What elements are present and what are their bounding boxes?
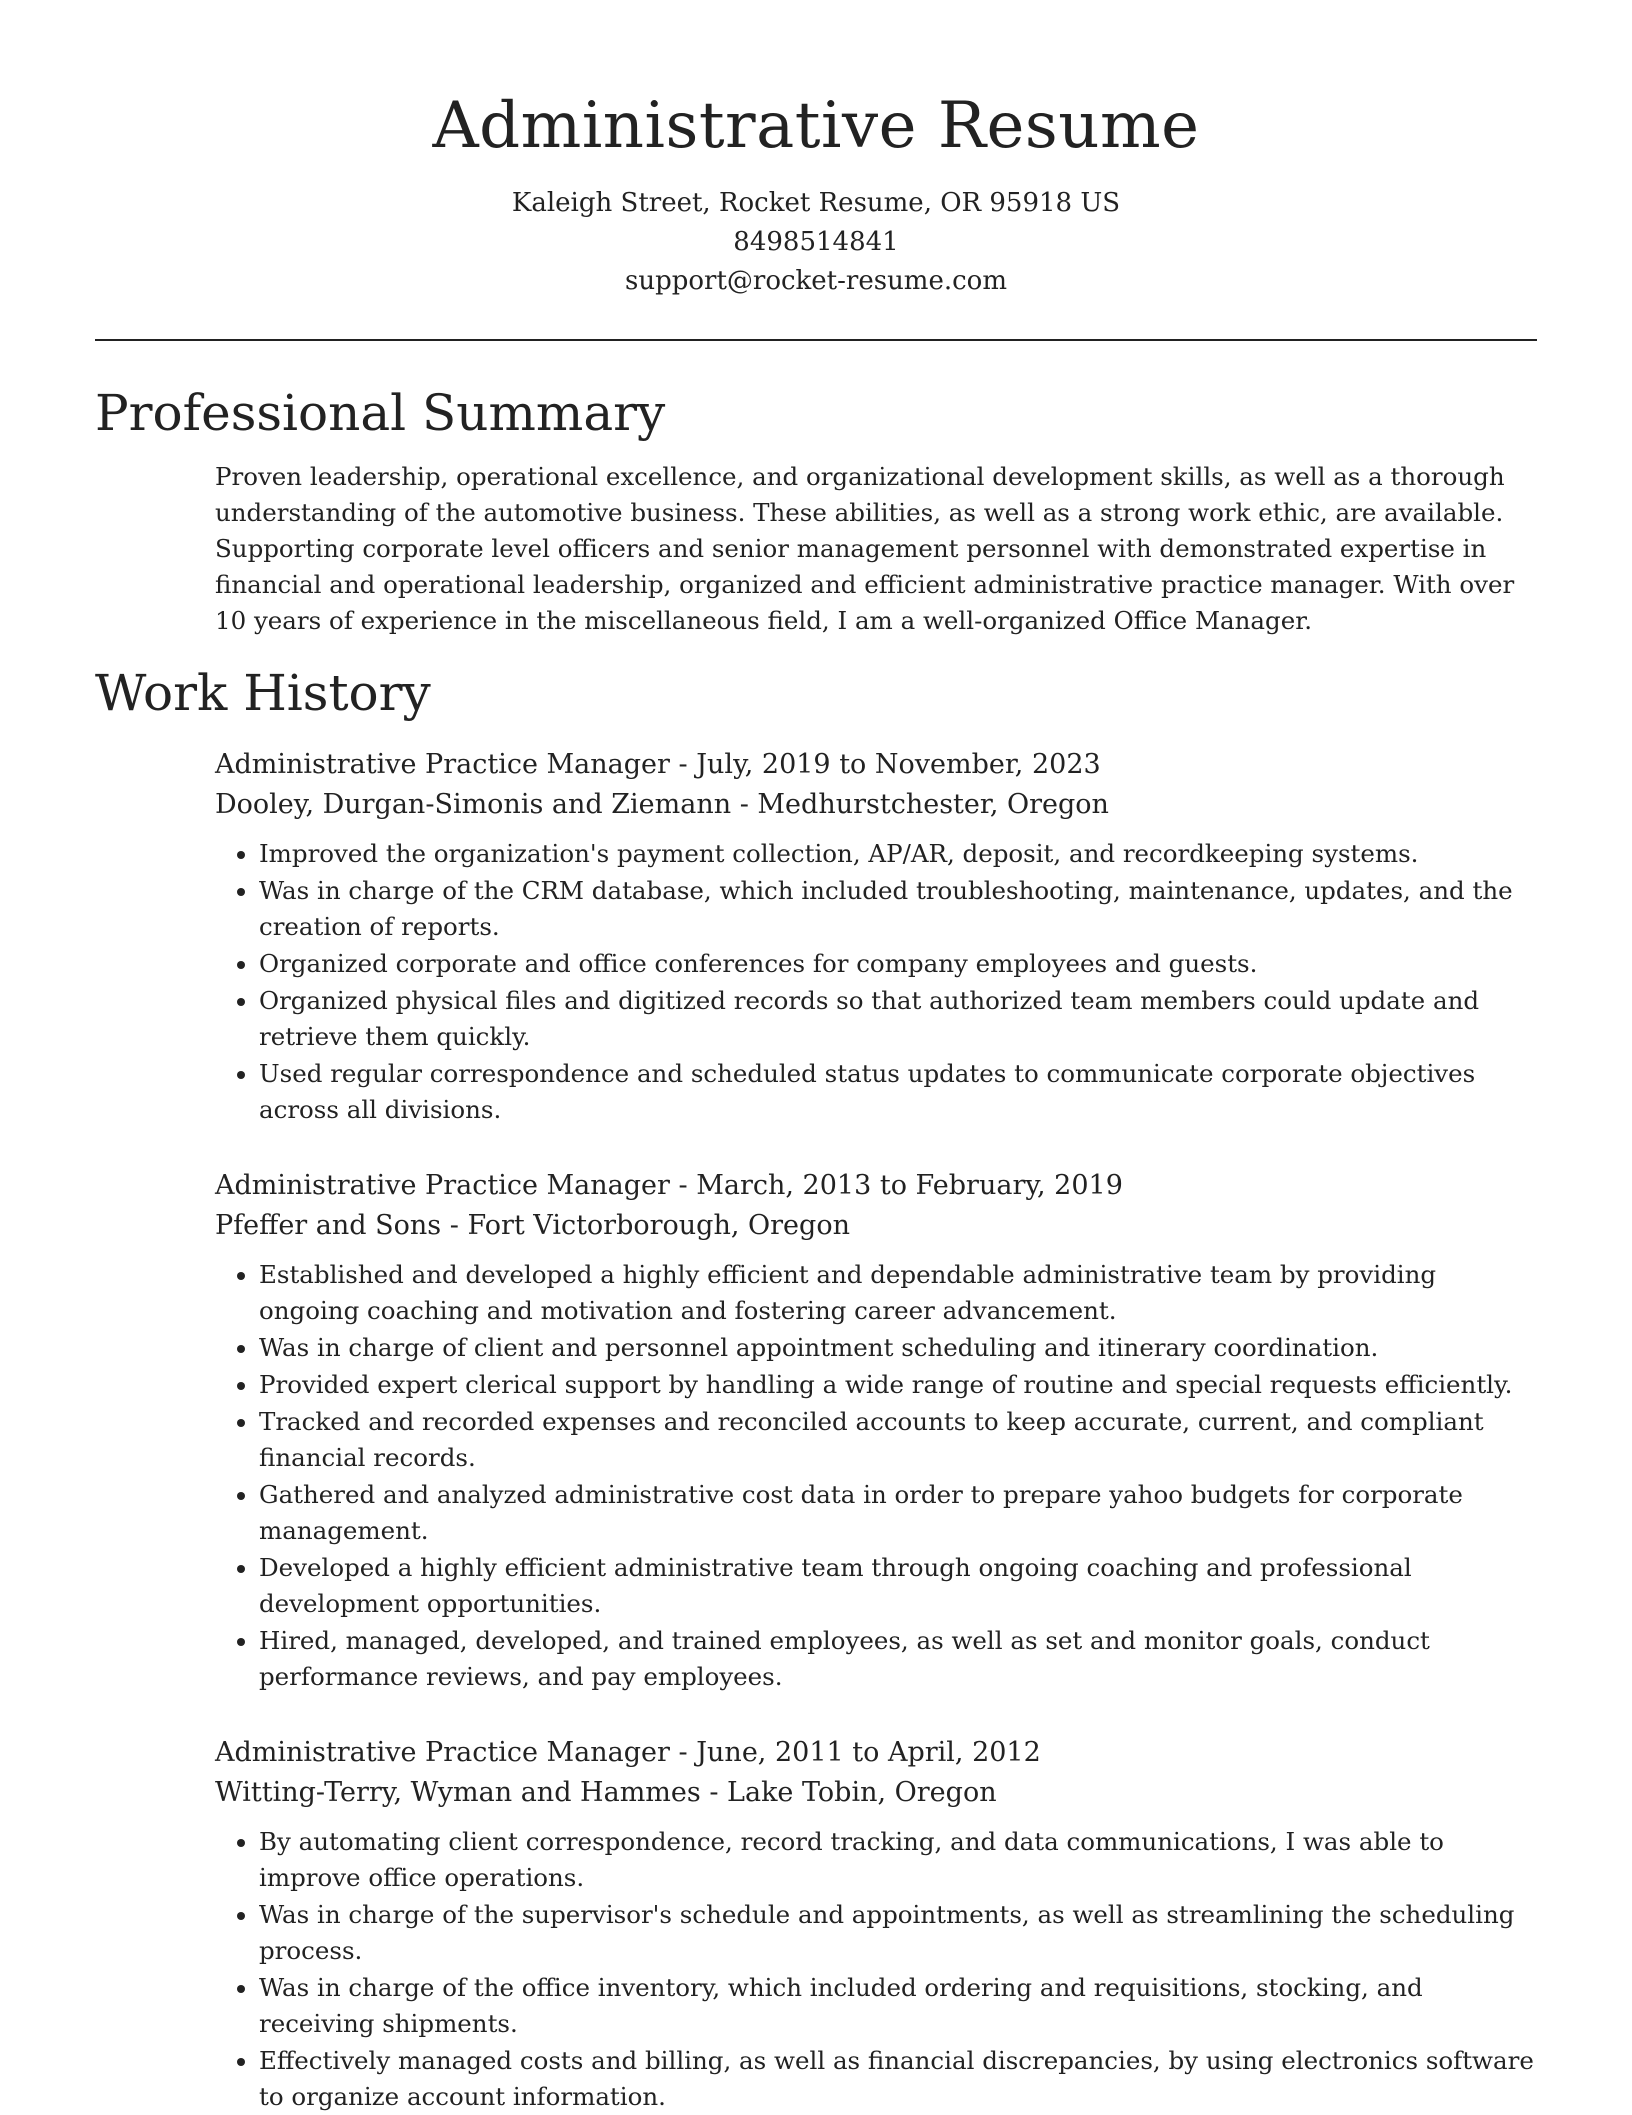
job-company: Pfeffer and Sons — [215, 1210, 442, 1241]
summary-heading: Professional Summary — [95, 384, 666, 442]
job-title: Administrative Practice Manager — [215, 749, 670, 780]
job-bullet: • By automating client correspondence, record tracking, and data communications, I was able to improve office operations. — [259, 1824, 1537, 1896]
job-bullet: • Organized corporate and office conferences for company employees and guests. — [259, 946, 1537, 982]
job-entry — [215, 1166, 1537, 1695]
job-title: Administrative Practice Manager — [215, 1170, 670, 1201]
contact-block — [95, 184, 1537, 301]
job-company-line — [215, 1206, 1537, 1246]
job-dates: June, 2011 to April, 2012 — [696, 1737, 1041, 1768]
resume-header — [95, 0, 1537, 301]
job-title-line — [215, 1733, 1537, 1773]
job-bullet: • Tracked and recorded expenses and reconciled accounts to keep accurate, current, and compliant financial records. — [259, 1404, 1537, 1476]
job-company-line — [215, 1773, 1537, 1813]
job-bullet: • Gathered and analyzed administrative cost data in order to prepare yahoo budgets for corporate management. — [259, 1477, 1537, 1549]
job-bullet: • Provided expert clerical support by handling a wide range of routine and special requests efficiently. — [259, 1367, 1537, 1403]
job-bullet: • Was in charge of the supervisor's schedule and appointments, as well as streamlining the scheduling process. — [259, 1897, 1537, 1969]
separator: - — [700, 1777, 728, 1808]
separator: - — [731, 789, 758, 820]
separator: - — [669, 1737, 697, 1768]
job-company-line — [215, 785, 1537, 825]
job-entry — [215, 1733, 1537, 2115]
job-title-line — [215, 1166, 1537, 1206]
job-entry — [215, 745, 1537, 1128]
job-dates: March, 2013 to February, 2019 — [696, 1170, 1123, 1201]
job-bullet: • Was in charge of the CRM database, which included troubleshooting, maintenance, updates, and the creation of reports. — [259, 873, 1537, 945]
job-bullet: • Used regular correspondence and scheduled status updates to communicate corporate objectives across all divisions. — [259, 1056, 1537, 1128]
job-bullet: • Was in charge of the office inventory, which included ordering and requisitions, stocking, and receiving shipments. — [259, 1970, 1537, 2042]
job-bullet: • Improved the organization's payment collection, AP/AR, deposit, and recordkeeping systems. — [259, 836, 1537, 872]
job-dates: July, 2019 to November, 2023 — [696, 749, 1101, 780]
work-history-heading: Work History — [95, 664, 431, 722]
separator: - — [669, 1170, 697, 1201]
job-bullet: • Established and developed a highly efficient and dependable administrative team by providing ongoing coaching and motivation and fostering career advancement. — [259, 1257, 1537, 1329]
job-bullet: • Effectively managed costs and billing, as well as financial discrepancies, by using electronics software to organize account information. — [259, 2043, 1537, 2115]
job-location: Medhurstchester, Oregon — [757, 789, 1109, 820]
contact-email: support@rocket-resume.com — [624, 266, 1007, 296]
summary-text: Proven leadership, operational excellence, and organizational development skills, as well as a thorough understanding of the automotive business. These abilities, as well as a strong work ethic, are available. Supporting corporate level officers and senior management personnel with demonstrated expertise in financial and operational leadership, organized and efficient administrative practice manager. With over 10 years of experience in the miscellaneous field, I am a well-organized Office Manager. — [215, 462, 1515, 635]
job-company: Witting-Terry, Wyman and Hammes — [215, 1777, 701, 1808]
resume-title: Administrative Resume — [432, 89, 1200, 163]
separator: - — [441, 1210, 468, 1241]
job-location: Fort Victorborough, Oregon — [467, 1210, 850, 1241]
contact-address: Kaleigh Street, Rocket Resume, OR 95918 US — [511, 188, 1121, 218]
contact-phone: 8498514841 — [733, 227, 899, 257]
job-bullets — [215, 1824, 1537, 2115]
job-bullet: • Was in charge of client and personnel appointment scheduling and itinerary coordination. — [259, 1330, 1537, 1366]
job-bullet: • Organized physical files and digitized records so that authorized team members could update and retrieve them quickly. — [259, 983, 1537, 1055]
job-bullet: • Hired, managed, developed, and trained employees, as well as set and monitor goals, conduct performance reviews, and pay employees. — [259, 1623, 1537, 1695]
work-history-section — [215, 745, 1537, 2115]
job-company: Dooley, Durgan-Simonis and Ziemann — [215, 789, 732, 820]
job-bullets — [215, 1257, 1537, 1695]
job-location: Lake Tobin, Oregon — [727, 1777, 997, 1808]
job-bullets — [215, 836, 1537, 1128]
summary-section — [215, 459, 1537, 639]
job-title-line — [215, 745, 1537, 785]
job-title: Administrative Practice Manager — [215, 1737, 670, 1768]
job-bullet: • Developed a highly efficient administrative team through ongoing coaching and professional development opportunities. — [259, 1550, 1537, 1622]
separator: - — [669, 749, 697, 780]
header-divider — [95, 339, 1537, 341]
